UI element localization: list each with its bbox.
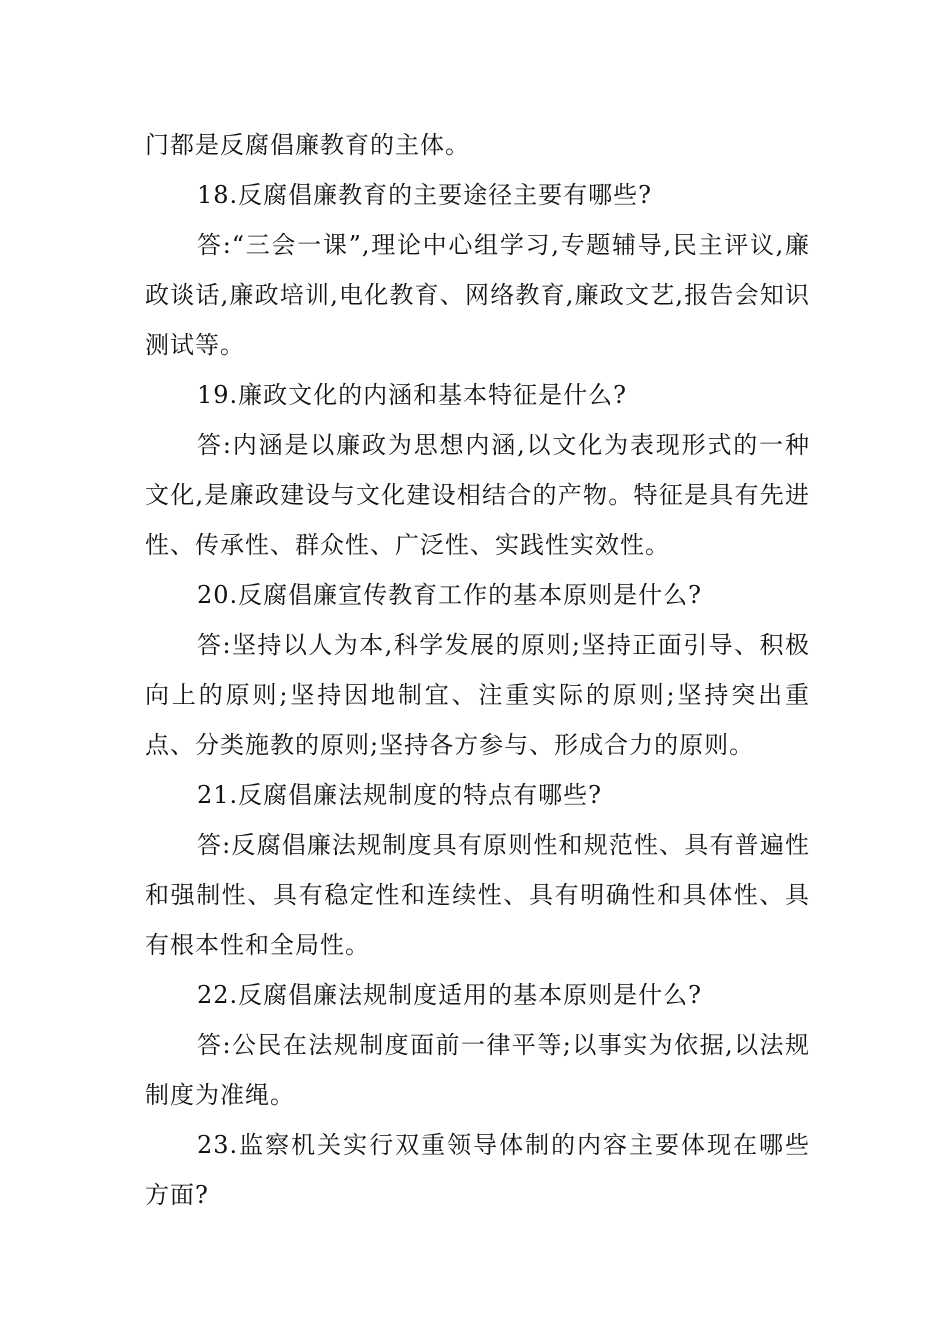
question-heading: 19.廉政文化的内涵和基本特征是什么? — [197, 381, 628, 409]
question-heading: 22.反腐倡廉法规制度适用的基本原则是什么? — [197, 981, 703, 1009]
question-heading: 21.反腐倡廉法规制度的特点有哪些? — [197, 781, 603, 809]
answer-paragraph: 答:内涵是以廉政为思想内涵,以文化为表现形式的一种文化,是廉政建设与文化建设相结合的产物。特征是具有先进性、传承性、群众性、广泛性、实践性实效性。 — [145, 431, 810, 559]
answer-paragraph: 答:公民在法规制度面前一律平等;以事实为依据,以法规制度为准绳。 — [145, 1031, 810, 1109]
question-heading: 18.反腐倡廉教育的主要途径主要有哪些? — [197, 181, 653, 209]
answer-paragraph: 答:“三会一课”,理论中心组学习,专题辅导,民主评议,廉政谈话,廉政培训,电化教育、网络教育,廉政文艺,报告会知识测试等。 — [145, 231, 810, 359]
answer-paragraph: 答:坚持以人为本,科学发展的原则;坚持正面引导、积极向上的原则;坚持因地制宜、注重实际的原则;坚持突出重点、分类施教的原则;坚持各方参与、形成合力的原则。 — [145, 631, 810, 759]
paragraph: 门都是反腐倡廉教育的主体。 — [145, 131, 470, 159]
document-body — [145, 120, 810, 1220]
question-heading: 20.反腐倡廉宣传教育工作的基本原则是什么? — [197, 581, 703, 609]
question-heading: 23.监察机关实行双重领导体制的内容主要体现在哪些方面? — [145, 1131, 810, 1209]
answer-paragraph: 答:反腐倡廉法规制度具有原则性和规范性、具有普遍性和强制性、具有稳定性和连续性、具有明确性和具体性、具有根本性和全局性。 — [145, 831, 810, 959]
